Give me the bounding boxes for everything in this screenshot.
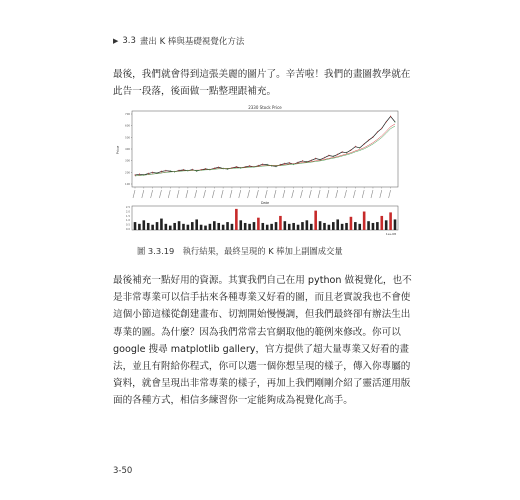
volume-bar <box>341 224 344 230</box>
volume-bar <box>297 225 300 230</box>
summary-paragraph: 最後補充一點好用的資源。其實我們自己在用 python 做視覺化，也不是非常專業可以信手拈來各種專業又好看的圖，而且老實說我也不會使這個小節這樣從創建畫布、切割開始慢慢調，但我們最終卻有辦法生出專業的圖。為什麼？因為我們常常去官網取他的範例來修改。你可以 google 搜尋 matplotlib gallery，官方提供了超大量專業又好看的畫法，並且有附給你程式，你可以選一個你想呈現的樣子，傳入你專屬的資料，就會呈現出非常專業的樣子，再加上我們剛剛介紹了靈活運用版面的各種方式，相信多練習你一定能夠成為視覺化高手。 <box>113 275 412 407</box>
section-number: 3.3 <box>122 36 136 46</box>
volume-bar <box>191 222 194 230</box>
volume-bar <box>173 223 176 230</box>
volume-bar <box>270 224 273 230</box>
volume-tick-label: 0.5 <box>125 223 130 227</box>
chart-title: 2330 Stock Price <box>248 105 282 110</box>
volume-bar <box>239 220 242 230</box>
volume-bar <box>358 224 361 230</box>
volume-bar <box>134 222 137 230</box>
volume-bar <box>209 224 212 230</box>
volume-bar <box>323 223 326 230</box>
volume-bar <box>319 221 322 230</box>
volume-bar <box>138 224 141 230</box>
volume-bar <box>213 221 216 230</box>
volume-bar <box>266 225 269 230</box>
price-tick-label: 100 <box>125 183 130 186</box>
volume-bar <box>165 224 168 230</box>
volume-bar <box>244 223 247 230</box>
volume-bar <box>226 222 229 230</box>
volume-bar <box>376 222 379 230</box>
volume-bar <box>292 223 295 230</box>
volume-bar <box>235 209 238 230</box>
volume-bar <box>151 225 154 230</box>
volume-tick-label: 1.0 <box>125 219 130 223</box>
stock-chart-svg <box>110 100 402 238</box>
page-number: 3-50 <box>113 466 133 476</box>
volume-bar <box>279 216 282 230</box>
volume-bar <box>372 223 375 230</box>
volume-bar <box>275 222 278 230</box>
volume-bar <box>380 216 383 230</box>
triangle-marker-icon: ▶ <box>113 37 119 45</box>
price-tick-label: 700 <box>125 113 130 116</box>
volume-bar <box>204 226 207 230</box>
volume-bar <box>336 219 339 230</box>
volume-scale-note: 1e+08 <box>385 232 396 236</box>
figure-caption: 圖 3.3.19 執行結果，最終呈現的 K 棒加上副圖成交量 <box>137 246 343 256</box>
volume-bar <box>306 220 309 230</box>
volume-bar <box>367 221 370 230</box>
volume-bar <box>350 217 353 230</box>
volume-bar <box>200 225 203 230</box>
x-axis-label: Date <box>260 201 270 205</box>
volume-tick-label: 2.5 <box>125 206 130 209</box>
volume-bar <box>261 223 264 230</box>
volume-bar <box>147 223 150 230</box>
price-tick-label: 400 <box>125 148 130 151</box>
volume-bar <box>182 224 185 230</box>
price-tick-label: 200 <box>125 171 130 175</box>
page-header <box>113 35 244 47</box>
volume-bar <box>345 223 348 230</box>
volume-bar <box>248 224 251 230</box>
price-tick-label: 600 <box>125 124 130 128</box>
volume-bar <box>222 225 225 230</box>
volume-bar <box>195 219 198 230</box>
volume-bar <box>310 224 313 230</box>
volume-bar <box>257 218 260 230</box>
volume-bar <box>217 223 220 230</box>
volume-bar <box>385 220 388 230</box>
volume-tick-label: 2.0 <box>125 210 130 214</box>
volume-bar <box>160 219 163 230</box>
volume-bar <box>332 222 335 230</box>
volume-bar <box>284 221 287 230</box>
volume-bar <box>187 225 190 230</box>
volume-bar <box>178 221 181 230</box>
volume-bar <box>328 225 331 230</box>
volume-bar <box>231 224 234 230</box>
price-tick-label: 500 <box>125 136 130 140</box>
price-tick-label: 300 <box>125 159 130 163</box>
volume-bar <box>143 220 146 230</box>
volume-bar <box>169 226 172 230</box>
volume-bar <box>394 219 397 230</box>
intro-paragraph: 最後，我們就會得到這張美麗的圖片了。辛苦啦！我們的畫圖教學就在此告一段落，後面做一點整理跟補充。 <box>113 69 411 98</box>
stock-chart-figure <box>110 100 402 238</box>
volume-bar <box>156 222 159 230</box>
volume-bar <box>389 212 392 230</box>
volume-bar <box>363 212 366 230</box>
section-title: 畫出 K 棒與基礎視覺化方法 <box>139 37 245 47</box>
y-axis-label: Price <box>116 145 120 155</box>
volume-bar <box>288 224 291 230</box>
volume-bar <box>253 222 256 230</box>
volume-bar <box>314 211 317 230</box>
volume-tick-label: 0.0 <box>125 228 130 231</box>
volume-bar <box>301 222 304 230</box>
volume-tick-label: 1.5 <box>125 214 130 218</box>
volume-bar <box>354 222 357 230</box>
